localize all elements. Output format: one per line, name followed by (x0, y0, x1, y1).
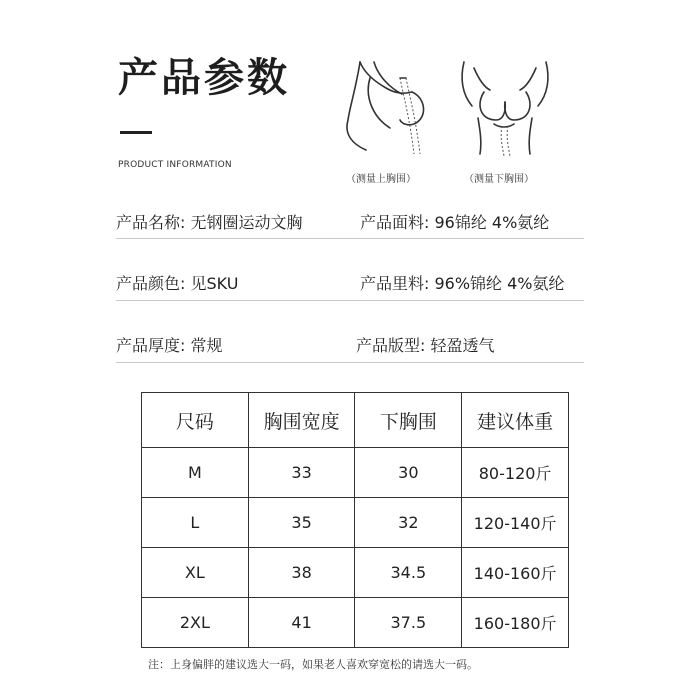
upper-bust-measure-illustration (330, 58, 440, 158)
header-recommended-weight: 建议体重 (462, 393, 569, 448)
footnote: 注：上身偏胖的建议选大一码，如果老人喜欢穿宽松的请选大一码。 (148, 658, 478, 671)
spec-product-name: 产品名称: 无钢圈运动文胸 (116, 213, 303, 232)
under-bust-measure-illustration (450, 58, 560, 158)
header-bust-width: 胸围宽度 (248, 393, 355, 448)
cell-size: L (142, 498, 249, 548)
spec-style: 产品版型: 轻盈透气 (356, 336, 495, 355)
page-subtitle: PRODUCT INFORMATION (118, 160, 232, 170)
table-row (142, 448, 569, 498)
title-underline (120, 131, 152, 134)
table-row (142, 548, 569, 598)
cell-under-bust: 30 (355, 448, 462, 498)
spec-divider (116, 300, 584, 301)
cell-size: M (142, 448, 249, 498)
under-bust-caption: （测量下胸围） (464, 174, 534, 185)
cell-size: 2XL (142, 598, 249, 648)
cell-bust-width: 35 (248, 498, 355, 548)
cell-bust-width: 33 (248, 448, 355, 498)
spec-fabric: 产品面料: 96锦纶 4%氨纶 (360, 213, 550, 232)
spec-color: 产品颜色: 见SKU (116, 274, 239, 293)
spec-divider (116, 362, 584, 363)
cell-bust-width: 41 (248, 598, 355, 648)
header-size: 尺码 (142, 393, 249, 448)
spec-divider (116, 238, 584, 239)
header-under-bust: 下胸围 (355, 393, 462, 448)
cell-weight: 80-120斤 (462, 448, 569, 498)
size-table (141, 392, 569, 648)
upper-bust-caption: （测量上胸围） (346, 174, 416, 185)
page-title: 产品参数 (118, 55, 290, 101)
cell-weight: 160-180斤 (462, 598, 569, 648)
table-row (142, 498, 569, 548)
cell-under-bust: 34.5 (355, 548, 462, 598)
cell-bust-width: 38 (248, 548, 355, 598)
size-table-header-row (142, 393, 569, 448)
cell-weight: 120-140斤 (462, 498, 569, 548)
cell-size: XL (142, 548, 249, 598)
spec-lining: 产品里料: 96%锦纶 4%氨纶 (360, 274, 565, 293)
cell-under-bust: 37.5 (355, 598, 462, 648)
cell-under-bust: 32 (355, 498, 462, 548)
cell-weight: 140-160斤 (462, 548, 569, 598)
table-row (142, 598, 569, 648)
spec-thickness: 产品厚度: 常规 (116, 336, 223, 355)
